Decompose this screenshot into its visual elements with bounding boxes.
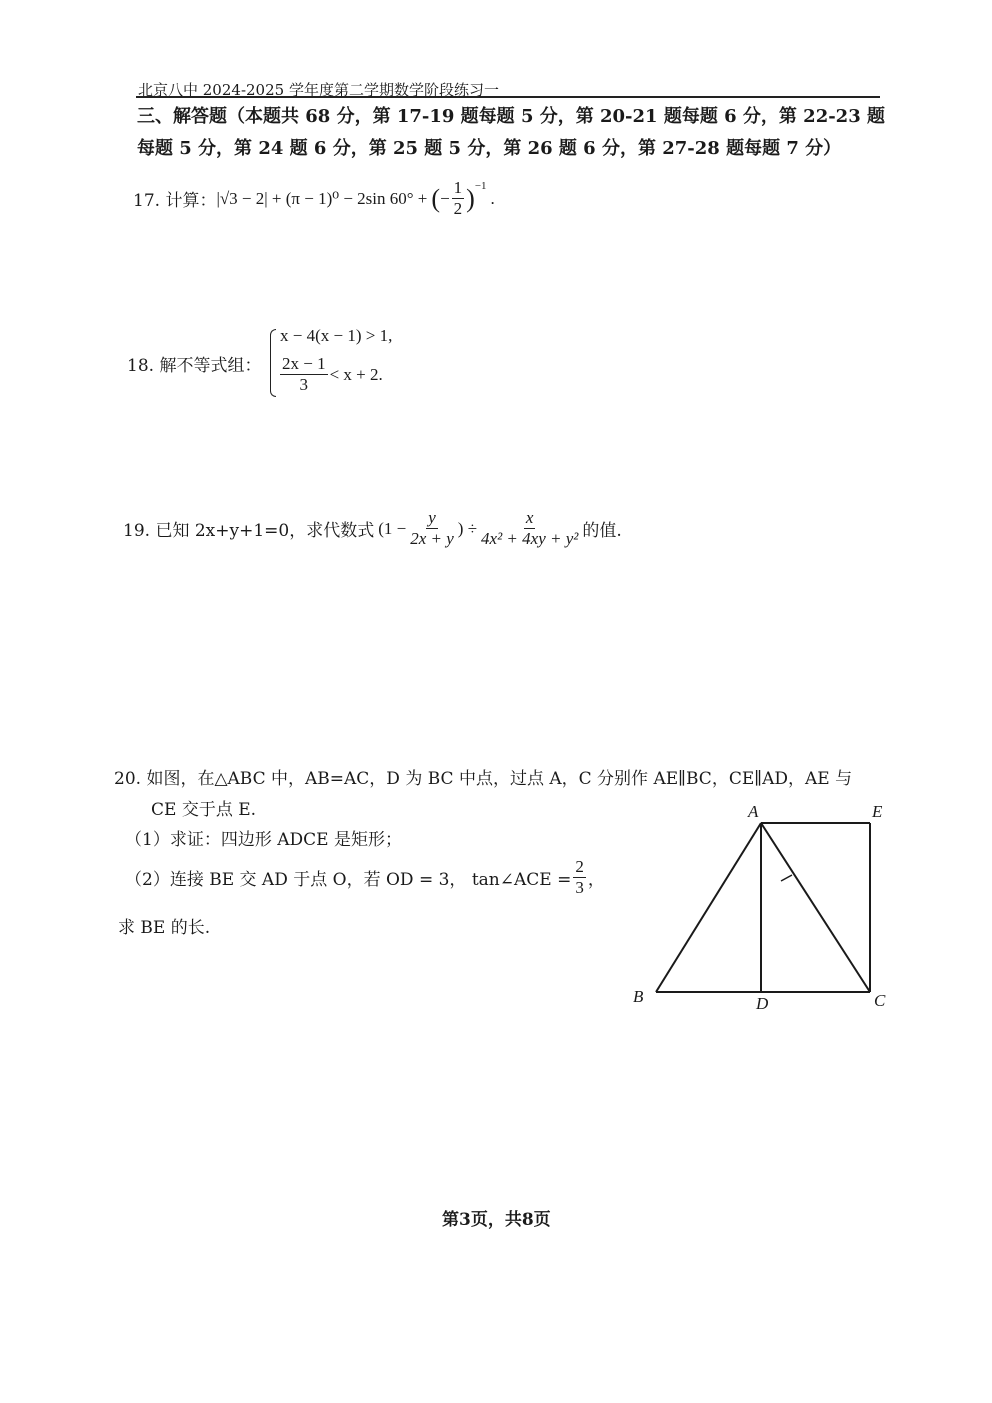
question-17: [133, 178, 495, 219]
q18-frac-den: 3: [299, 375, 309, 394]
header-rule: [136, 96, 880, 98]
q19-end: 的值.: [582, 521, 622, 541]
label-a: A: [748, 802, 759, 821]
q18-label: 18. 解不等式组：: [127, 356, 262, 376]
q19-frac2-num: x: [525, 508, 534, 527]
q18-inequality-1: x − 4(x − 1) > 1,: [280, 326, 393, 345]
label-e: E: [872, 802, 883, 821]
q20-line-1: 20. 如图，在△ABC 中，AB=AC，D 为 BC 中点，过点 A，C 分别作 AE∥BC，CE∥AD，AE 与: [114, 769, 853, 789]
segment-ab: [656, 823, 761, 992]
q20-frac-num: 2: [575, 857, 584, 876]
q19-open: (1 −: [378, 518, 407, 538]
q17-paren-open: (: [431, 183, 441, 213]
label-c: C: [874, 991, 886, 1010]
q20-part-2: [125, 857, 605, 898]
q17-exponent: −1: [474, 180, 487, 192]
q17-frac-num: 1: [453, 178, 463, 197]
angle-mark: [781, 875, 792, 881]
section-instructions-line1: 三、解答题（本题共 68 分，第 17-19 题每题 5 分，第 20-21 题每题 6 分，第 22-23 题: [137, 106, 885, 127]
q20-line-2: CE 交于点 E.: [151, 800, 257, 820]
q18-inequality-2-rest: < x + 2.: [329, 364, 383, 384]
q17-paren-close: ): [466, 183, 475, 213]
q17-label: 17. 计算：: [133, 191, 217, 211]
q19-frac2-den: 4x² + 4xy + y²: [481, 529, 579, 548]
q20-part-2-comma: ，: [587, 870, 605, 890]
q20-part-1: （1）求证：四边形 ADCE 是矩形；: [125, 830, 402, 850]
q20-last-line: 求 BE 的长.: [118, 918, 211, 938]
page-number: 第3页，共8页: [442, 1210, 551, 1230]
q20-frac-den: 3: [575, 878, 584, 897]
q19-frac1-num: y: [428, 508, 436, 527]
q18-brace: [270, 329, 276, 397]
q19-divide: ) ÷: [457, 518, 478, 538]
segment-ac: [761, 823, 870, 992]
q18-inequality-2: [278, 354, 383, 395]
q18-frac-num: 2x − 1: [282, 354, 326, 373]
q20-tan-fraction: [573, 857, 586, 898]
q20-part-2-text: （2）连接 BE 交 AD 于点 O，若 OD = 3， tan∠ACE =: [125, 870, 572, 890]
q17-fraction: [452, 178, 465, 219]
q19-fraction-2: [479, 508, 580, 549]
label-b: B: [633, 987, 644, 1006]
q19-frac1-den: 2x + y: [410, 529, 454, 548]
q19-fraction-1: [408, 508, 456, 549]
label-d: D: [756, 994, 769, 1013]
q17-negative-sign: −: [440, 188, 450, 208]
q17-expression: |√3 − 2| + (π − 1)⁰ − 2sin 60° +: [216, 188, 428, 208]
geometry-figure: [620, 795, 900, 1020]
q17-frac-den: 2: [453, 199, 463, 218]
section-instructions-line2: 每题 5 分，第 24 题 6 分，第 25 题 5 分，第 26 题 6 分，第 27-28 题每题 7 分）: [137, 138, 842, 159]
question-19: [123, 508, 622, 549]
q18-fraction: [280, 354, 328, 395]
q17-period: .: [490, 188, 495, 208]
exam-header: 北京八中 2024-2025 学年度第二学期数学阶段练习一: [138, 81, 499, 99]
q19-label: 19. 已知 2x+y+1=0，求代数式: [123, 521, 375, 541]
